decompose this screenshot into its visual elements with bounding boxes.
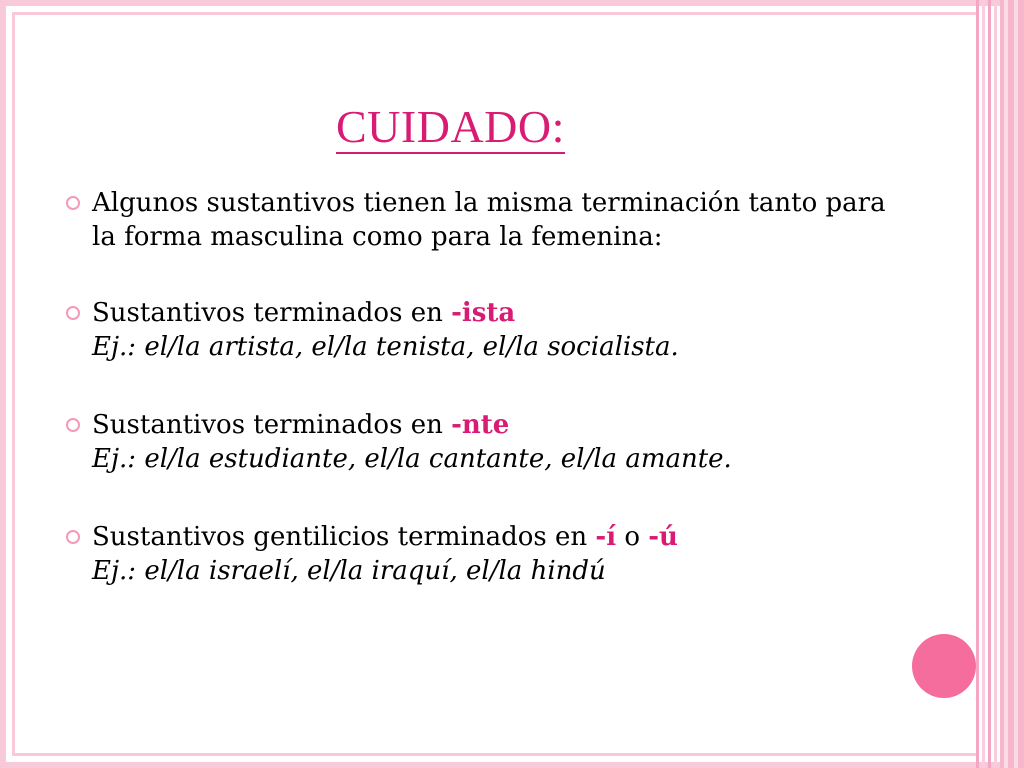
suffix-highlight: -ista (451, 298, 516, 328)
bullet-list (64, 186, 894, 588)
suffix-highlight: -í (595, 522, 617, 552)
frame-border-left (0, 0, 6, 768)
frame-border-top (0, 0, 1024, 6)
bullet-lead: Sustantivos gentilicios terminados en (92, 522, 596, 552)
bullet-circle-icon (66, 196, 80, 210)
bullet-circle-icon (66, 418, 80, 432)
frame-inner-top (12, 12, 979, 15)
bullet-item (64, 186, 894, 254)
suffix-highlight: -nte (451, 410, 510, 440)
slide-title: CUIDADO: (336, 101, 565, 152)
bullet-circle-icon (66, 530, 80, 544)
bullet-lead: Sustantivos terminados en (92, 410, 452, 440)
bullet-lead: Sustantivos terminados en (92, 298, 452, 328)
bullet-item (64, 520, 894, 588)
bullet-connector: o (616, 522, 649, 552)
suffix-highlight: -ú (648, 522, 678, 552)
stripe (988, 0, 991, 768)
example-text: Ej.: el/la estudiante, el/la cantante, el/la amante. (92, 444, 732, 474)
decorative-circle (912, 634, 976, 698)
stripe (982, 0, 985, 768)
frame-inner-left (12, 12, 15, 756)
stripe (994, 0, 997, 768)
stripe (1014, 0, 1018, 768)
decorative-stripes (976, 0, 1024, 768)
frame-border-bottom (0, 762, 1024, 768)
bullet-circle-icon (66, 306, 80, 320)
bullet-text: Algunos sustantivos tienen la misma terminación tanto para la forma masculina como para la femenina: (92, 188, 886, 252)
example-text: Ej.: el/la artista, el/la tenista, el/la socialista. (92, 332, 679, 362)
bullet-item (64, 296, 894, 364)
stripe (1004, 0, 1008, 768)
bullet-item (64, 408, 894, 476)
stripe (976, 0, 979, 768)
example-text: Ej.: el/la israelí, el/la iraquí, el/la hindú (92, 556, 606, 586)
frame-inner-bottom (12, 753, 979, 756)
